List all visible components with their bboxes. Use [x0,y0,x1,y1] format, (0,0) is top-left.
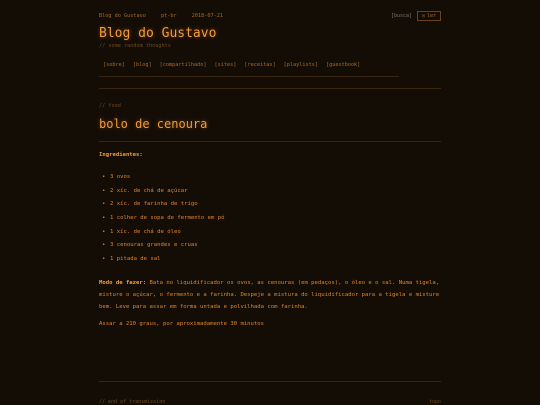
nav-divider [99,76,399,77]
list-item: • 2 xíc. de farinha de trigo [102,201,198,208]
list-item: • 1 colher de sopa de fermento em pó [102,215,225,222]
post-category: // food [99,103,121,109]
post-content [99,152,441,327]
language-label: pt-br [160,13,177,19]
blog-name-small[interactable]: Blog do Gustavo [99,13,146,19]
ingredients-heading: Ingredientes: [99,152,143,158]
nav-item-guestbook[interactable]: [guestbook] [325,62,361,68]
baking-instruction: Assar a 210 graus, por aproximadamente 30 minutos [99,321,265,327]
site-tagline: // some random thoughts [99,43,171,49]
main-nav [103,62,360,68]
nav-item-sites[interactable]: [sites] [214,62,237,68]
top-meta [99,13,235,19]
list-item: • 2 xíc. de chá de açúcar [102,187,188,194]
nav-item-blog[interactable]: [blog] [132,62,152,68]
back-to-top-link[interactable]: topo [428,399,441,405]
list-item: • 1 pitada de sal [102,256,161,263]
search-area [391,11,441,21]
search-button[interactable] [417,11,441,21]
list-item: • 3 ovos [102,174,131,180]
nav-item-sobre[interactable]: [sobre] [103,62,125,68]
date-label: 2018-07-21 [191,13,223,19]
footer [99,399,441,405]
site-title[interactable]: Blog do Gustavo [99,26,217,41]
preparation-paragraph [99,277,441,313]
search-input[interactable] [391,13,413,19]
preparation-label: Modo de fazer: [99,280,147,286]
footer-divider [99,381,441,382]
list-item: • 3 cenouras grandes e cruas [102,242,198,249]
search-button-label: ler [426,13,436,19]
nav-item-receitas[interactable]: [receitas] [244,62,276,68]
header-divider [99,88,441,89]
nav-item-compartilhado[interactable]: [compartilhado] [159,62,207,68]
list-item: • 1 xíc. de chá de óleo [102,228,181,235]
page-container [99,0,441,405]
nav-item-playlists[interactable]: [playlists] [283,62,318,68]
top-bar [99,11,441,23]
preparation-text: Bata no liquidificador os ovos, as cenouras (em pedaços), o óleo e o sal. Numa tigela, misture o açúcar, o fermento e a farinha. Despeje a mistura do liquidificador para a tigela e misture bem. Leve para assar em forma untada e polvilhada com farinha. [99,280,440,310]
ingredients-list [102,174,225,270]
post-title: bolo de cenoura [99,117,208,131]
search-icon: ◎ [421,13,425,19]
title-divider [99,141,441,142]
footer-text: // end of transmission [99,399,166,405]
